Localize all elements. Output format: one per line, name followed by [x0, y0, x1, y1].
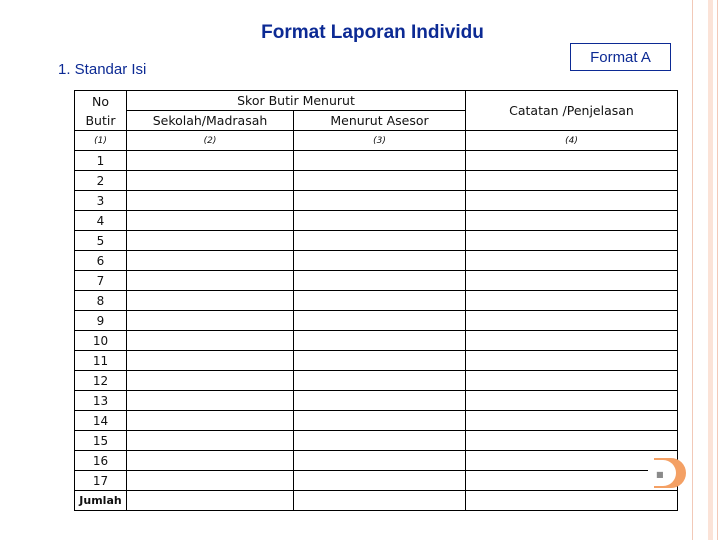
header-menurut-asesor: Menurut Asesor [294, 111, 466, 131]
table-row [75, 151, 678, 171]
table-row [75, 271, 678, 291]
row-number: 14 [75, 411, 127, 431]
row-number: 13 [75, 391, 127, 411]
row-sekolah-cell[interactable] [127, 431, 294, 451]
row-sekolah-cell[interactable] [127, 291, 294, 311]
row-catatan-cell[interactable] [466, 231, 678, 251]
row-asesor-cell[interactable] [294, 371, 466, 391]
row-number: 10 [75, 331, 127, 351]
header-no-butir [75, 91, 127, 131]
row-sekolah-cell[interactable] [127, 151, 294, 171]
table-row [75, 211, 678, 231]
table-row [75, 411, 678, 431]
row-sekolah-cell[interactable] [127, 371, 294, 391]
table-body [75, 151, 678, 491]
row-sekolah-cell[interactable] [127, 391, 294, 411]
row-number: 4 [75, 211, 127, 231]
row-asesor-cell[interactable] [294, 391, 466, 411]
row-catatan-cell[interactable] [466, 371, 678, 391]
row-number: 12 [75, 371, 127, 391]
row-sekolah-cell[interactable] [127, 171, 294, 191]
row-number: 16 [75, 451, 127, 471]
row-number: 9 [75, 311, 127, 331]
row-asesor-cell[interactable] [294, 271, 466, 291]
row-number: 2 [75, 171, 127, 191]
column-code-1: (1) [75, 131, 127, 151]
column-code-3: (3) [294, 131, 466, 151]
row-catatan-cell[interactable] [466, 171, 678, 191]
row-catatan-cell[interactable] [466, 271, 678, 291]
row-asesor-cell[interactable] [294, 351, 466, 371]
table-row [75, 231, 678, 251]
total-catatan-cell[interactable] [466, 491, 678, 511]
table-row [75, 471, 678, 491]
row-sekolah-cell[interactable] [127, 331, 294, 351]
row-asesor-cell[interactable] [294, 411, 466, 431]
format-label-box: Format A [570, 43, 671, 71]
table-row [75, 171, 678, 191]
row-asesor-cell[interactable] [294, 431, 466, 451]
row-number: 3 [75, 191, 127, 211]
table-row [75, 251, 678, 271]
row-sekolah-cell[interactable] [127, 411, 294, 431]
row-asesor-cell[interactable] [294, 211, 466, 231]
row-catatan-cell[interactable] [466, 451, 678, 471]
column-code-4: (4) [466, 131, 678, 151]
row-asesor-cell[interactable] [294, 251, 466, 271]
right-edge-rule [692, 0, 693, 540]
table-row [75, 311, 678, 331]
row-number: 11 [75, 351, 127, 371]
report-table [74, 90, 678, 511]
row-asesor-cell[interactable] [294, 291, 466, 311]
row-number: 5 [75, 231, 127, 251]
row-asesor-cell[interactable] [294, 451, 466, 471]
row-catatan-cell[interactable] [466, 331, 678, 351]
row-sekolah-cell[interactable] [127, 351, 294, 371]
row-catatan-cell[interactable] [466, 251, 678, 271]
row-asesor-cell[interactable] [294, 311, 466, 331]
row-sekolah-cell[interactable] [127, 271, 294, 291]
row-asesor-cell[interactable] [294, 151, 466, 171]
row-sekolah-cell[interactable] [127, 471, 294, 491]
row-asesor-cell[interactable] [294, 231, 466, 251]
header-no-label: No [92, 93, 109, 109]
row-catatan-cell[interactable] [466, 351, 678, 371]
row-asesor-cell[interactable] [294, 331, 466, 351]
row-asesor-cell[interactable] [294, 191, 466, 211]
row-sekolah-cell[interactable] [127, 311, 294, 331]
row-asesor-cell[interactable] [294, 471, 466, 491]
row-catatan-cell[interactable] [466, 431, 678, 451]
right-edge-rule-outer [717, 0, 718, 540]
table-row [75, 351, 678, 371]
row-number: 1 [75, 151, 127, 171]
page-title: Format Laporan Individu [261, 22, 484, 43]
row-sekolah-cell[interactable] [127, 211, 294, 231]
row-sekolah-cell[interactable] [127, 251, 294, 271]
row-catatan-cell[interactable] [466, 311, 678, 331]
row-catatan-cell[interactable] [466, 471, 678, 491]
header-butir-label: Butir [85, 112, 116, 128]
table-row [75, 391, 678, 411]
row-catatan-cell[interactable] [466, 291, 678, 311]
header-skor-butir: Skor Butir Menurut [127, 91, 466, 111]
row-catatan-cell[interactable] [466, 411, 678, 431]
row-number: 7 [75, 271, 127, 291]
row-sekolah-cell[interactable] [127, 191, 294, 211]
row-number: 6 [75, 251, 127, 271]
row-number: 8 [75, 291, 127, 311]
table-row [75, 431, 678, 451]
row-sekolah-cell[interactable] [127, 451, 294, 471]
column-code-2: (2) [127, 131, 294, 151]
table-row [75, 451, 678, 471]
row-catatan-cell[interactable] [466, 151, 678, 171]
row-number: 17 [75, 471, 127, 491]
total-asesor-cell[interactable] [294, 491, 466, 511]
row-catatan-cell[interactable] [466, 391, 678, 411]
table-row [75, 191, 678, 211]
table-row [75, 331, 678, 351]
right-edge-band [708, 0, 713, 540]
row-number: 15 [75, 431, 127, 451]
row-asesor-cell[interactable] [294, 171, 466, 191]
section-heading: 1. Standar Isi [58, 61, 147, 78]
total-label: Jumlah [75, 491, 127, 511]
row-catatan-cell[interactable] [466, 191, 678, 211]
total-sekolah-cell[interactable] [127, 491, 294, 511]
row-catatan-cell[interactable] [466, 211, 678, 231]
header-catatan: Catatan /Penjelasan [466, 91, 678, 131]
table-row [75, 291, 678, 311]
header-sekolah-madrasah: Sekolah/Madrasah [127, 111, 294, 131]
row-sekolah-cell[interactable] [127, 231, 294, 251]
page-marker-icon: ■ [656, 470, 664, 479]
table-row [75, 371, 678, 391]
